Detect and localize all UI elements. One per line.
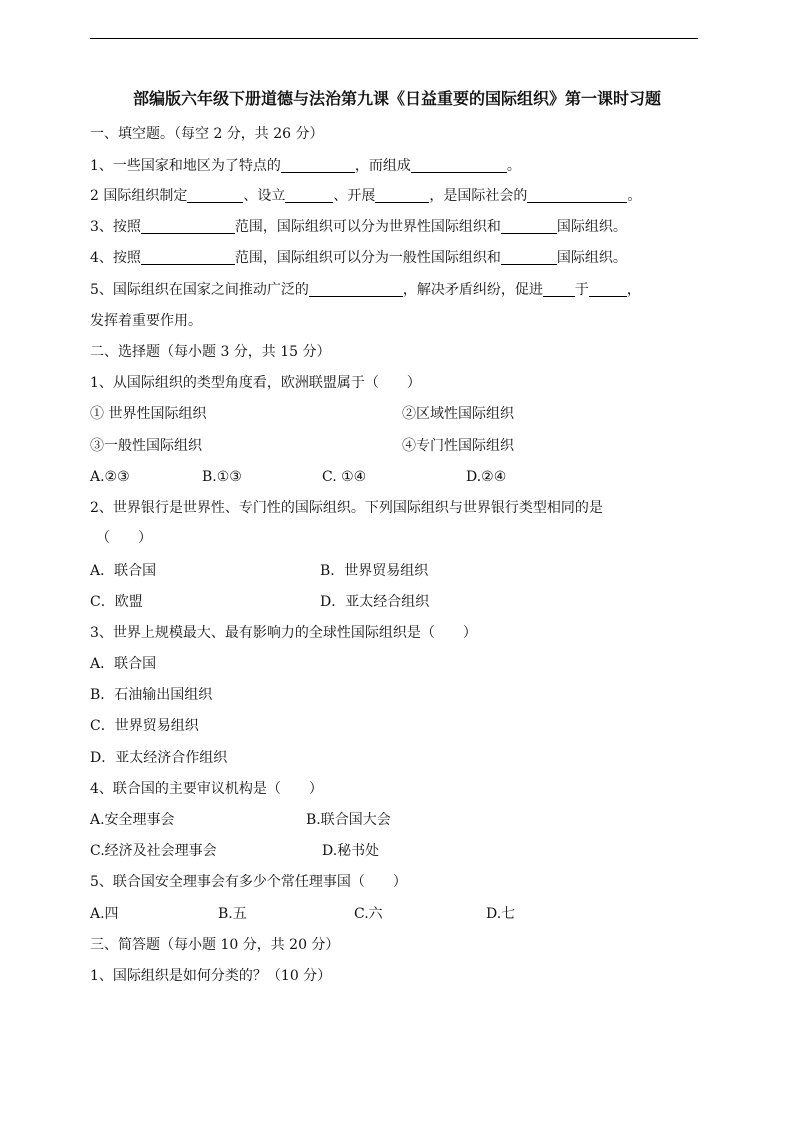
q5-text-b: ，解决矛盾纠纷，促进 — [402, 282, 543, 298]
answer-blank[interactable] — [281, 158, 355, 173]
option-c[interactable]: C．世界贸易组织 — [90, 718, 199, 734]
option-d[interactable]: D．亚太经合组织 — [320, 594, 430, 610]
q3-text-c: 国际组织。 — [556, 219, 627, 235]
option-b[interactable]: B.五 — [218, 906, 247, 922]
q4-text-b: 范围，国际组织可以分为一般性国际组织和 — [234, 250, 501, 266]
section2-heading: 二、选择题（每小题 3 分，共 15 分） — [90, 344, 331, 360]
answer-blank[interactable] — [141, 219, 235, 234]
option-a[interactable]: A.②③ — [90, 469, 130, 485]
answer-blank[interactable] — [187, 188, 243, 203]
option-c[interactable]: C.经济及社会理事会 — [90, 843, 217, 859]
option-a[interactable]: A.安全理事会 — [90, 812, 175, 828]
statement-2: ②区域性国际组织 — [402, 406, 514, 422]
answer-blank[interactable] — [285, 188, 333, 203]
fill-question-2 — [90, 186, 641, 206]
q2-text-c: 、开展 — [333, 188, 376, 204]
option-a[interactable]: A．联合国 — [90, 563, 157, 579]
option-a[interactable]: A.四 — [90, 906, 119, 922]
q2-text-e: 。 — [627, 188, 642, 204]
option-d[interactable]: D.②④ — [466, 469, 507, 485]
option-b[interactable]: B.①③ — [202, 469, 242, 485]
option-d[interactable]: D．亚太经济合作组织 — [90, 750, 228, 766]
answer-blank[interactable] — [527, 188, 627, 203]
statement-3: ③一般性国际组织 — [90, 438, 202, 454]
q2-text-a: 2 国际组织制定 — [90, 188, 188, 204]
page-title: 部编版六年级下册道德与法治第九课《日益重要的国际组织》第一课时习题 — [132, 89, 661, 108]
option-d[interactable]: D.秘书处 — [322, 843, 380, 859]
fill-question-1 — [90, 156, 521, 176]
q4-text-c: 国际组织。 — [556, 250, 627, 266]
section3-heading: 三、简答题（每小题 10 分，共 20 分） — [90, 937, 340, 953]
q5-text-a: 5、国际组织在国家之间推动广泛的 — [90, 282, 309, 298]
header-rule — [90, 38, 698, 39]
q5-text-d: ， — [626, 282, 641, 298]
q4-text-a: 4、按照 — [90, 250, 141, 266]
option-d[interactable]: D.七 — [486, 906, 516, 922]
answer-parentheses: （ ） — [96, 530, 152, 546]
choice-question-5: 5、联合国安全理事会有多少个常任理事国（ ） — [90, 874, 407, 890]
fill-question-5 — [90, 280, 641, 300]
option-c[interactable]: C．欧盟 — [90, 594, 143, 610]
answer-blank[interactable] — [501, 250, 557, 265]
q5-text-c: 于 — [574, 282, 589, 298]
choice-question-2: 2、世界银行是世界性、专门性的国际组织。下列国际组织与世界银行类型相同的是 — [90, 500, 603, 516]
answer-blank[interactable] — [141, 250, 235, 265]
section1-heading: 一、填空题。（每空 2 分，共 26 分） — [90, 126, 324, 142]
q1-text-b: ，而组成 — [354, 158, 411, 174]
statement-4: ④专门性国际组织 — [402, 438, 514, 454]
answer-blank[interactable] — [589, 282, 627, 297]
answer-blank[interactable] — [375, 188, 429, 203]
fill-question-5-continued: 发挥着重要作用。 — [90, 313, 202, 329]
q1-text-a: 1、一些国家和地区为了特点的 — [90, 158, 281, 174]
option-b[interactable]: B.联合国大会 — [306, 812, 391, 828]
option-b[interactable]: B．世界贸易组织 — [320, 563, 429, 579]
q2-text-d: ，是国际社会的 — [429, 188, 528, 204]
q3-text-b: 范围，国际组织可以分为世界性国际组织和 — [234, 219, 501, 235]
answer-blank[interactable] — [411, 158, 507, 173]
fill-question-3 — [90, 217, 627, 237]
answer-blank[interactable] — [501, 219, 557, 234]
statement-1: ① 世界性国际组织 — [90, 406, 207, 422]
q3-text-a: 3、按照 — [90, 219, 141, 235]
choice-question-1: 1、从国际组织的类型角度看，欧洲联盟属于（ ） — [90, 375, 421, 391]
option-c[interactable]: C. ①④ — [322, 469, 367, 485]
option-c[interactable]: C.六 — [354, 906, 383, 922]
option-a[interactable]: A．联合国 — [90, 656, 157, 672]
answer-blank[interactable] — [309, 282, 403, 297]
q2-text-b: 、设立 — [243, 188, 286, 204]
short-answer-question-1: 1、国际组织是如何分类的？（10 分） — [90, 968, 332, 984]
option-b[interactable]: B．石油输出国组织 — [90, 687, 213, 703]
answer-blank[interactable] — [543, 282, 575, 297]
fill-question-4 — [90, 248, 627, 268]
choice-question-4: 4、联合国的主要审议机构是（ ） — [90, 781, 323, 797]
q1-text-c: 。 — [506, 158, 521, 174]
choice-question-3: 3、世界上规模最大、最有影响力的全球性国际组织是（ ） — [90, 625, 477, 641]
